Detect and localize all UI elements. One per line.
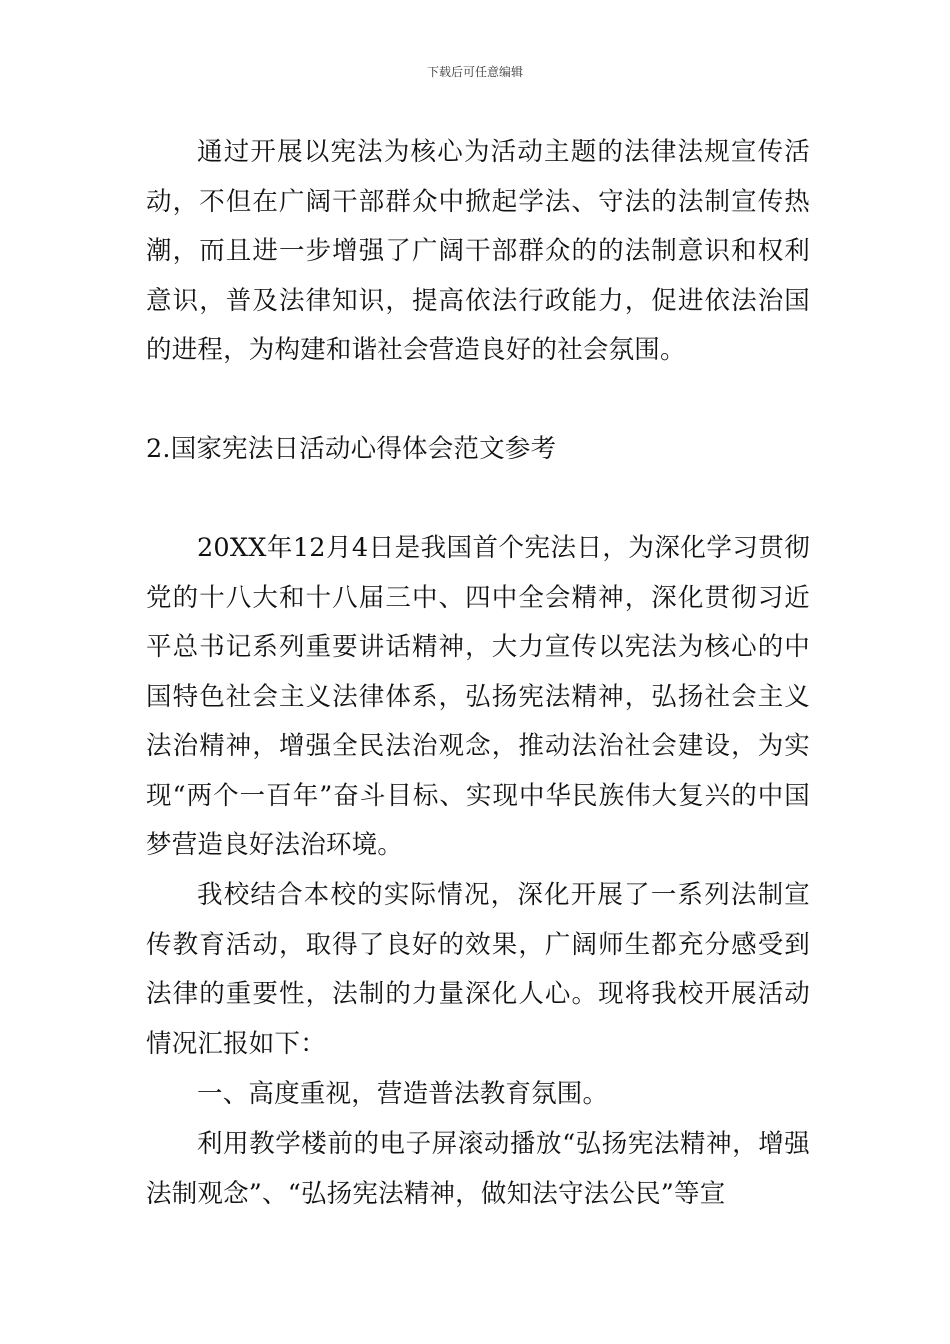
subheading-one: 一、高度重视，营造普法教育氛围。 [197, 1079, 609, 1109]
paragraph-electronic-screen: 利用教学楼前的电子屏滚动播放“弘扬宪法精神，增强法制观念”、“弘扬宪法精神，做知法守法公民”等宣 [146, 1129, 810, 1209]
section-heading: 2.国家宪法日活动心得体会范文参考 [146, 434, 557, 464]
paragraph-constitution-day: 20XX年12月4日是我国首个宪法日，为深化学习贯彻党的十八大和十八届三中、四中全会精神，深化贯彻习近平总书记系列重要讲话精神，大力宣传以宪法为核心的中国特色社会主义法律体系，弘扬宪法精神，弘扬社会主义法治精神，增强全民法治观念，推动法治社会建设，为实现“两个一百年”奋斗目标、实现中华民族伟大复兴的中国梦营造良好法治环境。 [146, 533, 810, 860]
page-header-note: 下载后可任意编辑 [426, 65, 523, 79]
paragraph-intro: 通过开展以宪法为核心为活动主题的法律法规宣传活动，不但在广阔干部群众中掀起学法、守法的法制宣传热潮，而且进一步增强了广阔干部群众的的法制意识和权利意识，普及法律知识，提高依法行政能力，促进依法治国的进程，为构建和谐社会营造良好的社会氛围。 [146, 137, 810, 365]
paragraph-school-activities: 我校结合本校的实际情况，深化开展了一系列法制宣传教育活动，取得了良好的效果，广阔师生都充分感受到法律的重要性，法制的力量深化人心。现将我校开展活动情况汇报如下： [146, 880, 810, 1059]
